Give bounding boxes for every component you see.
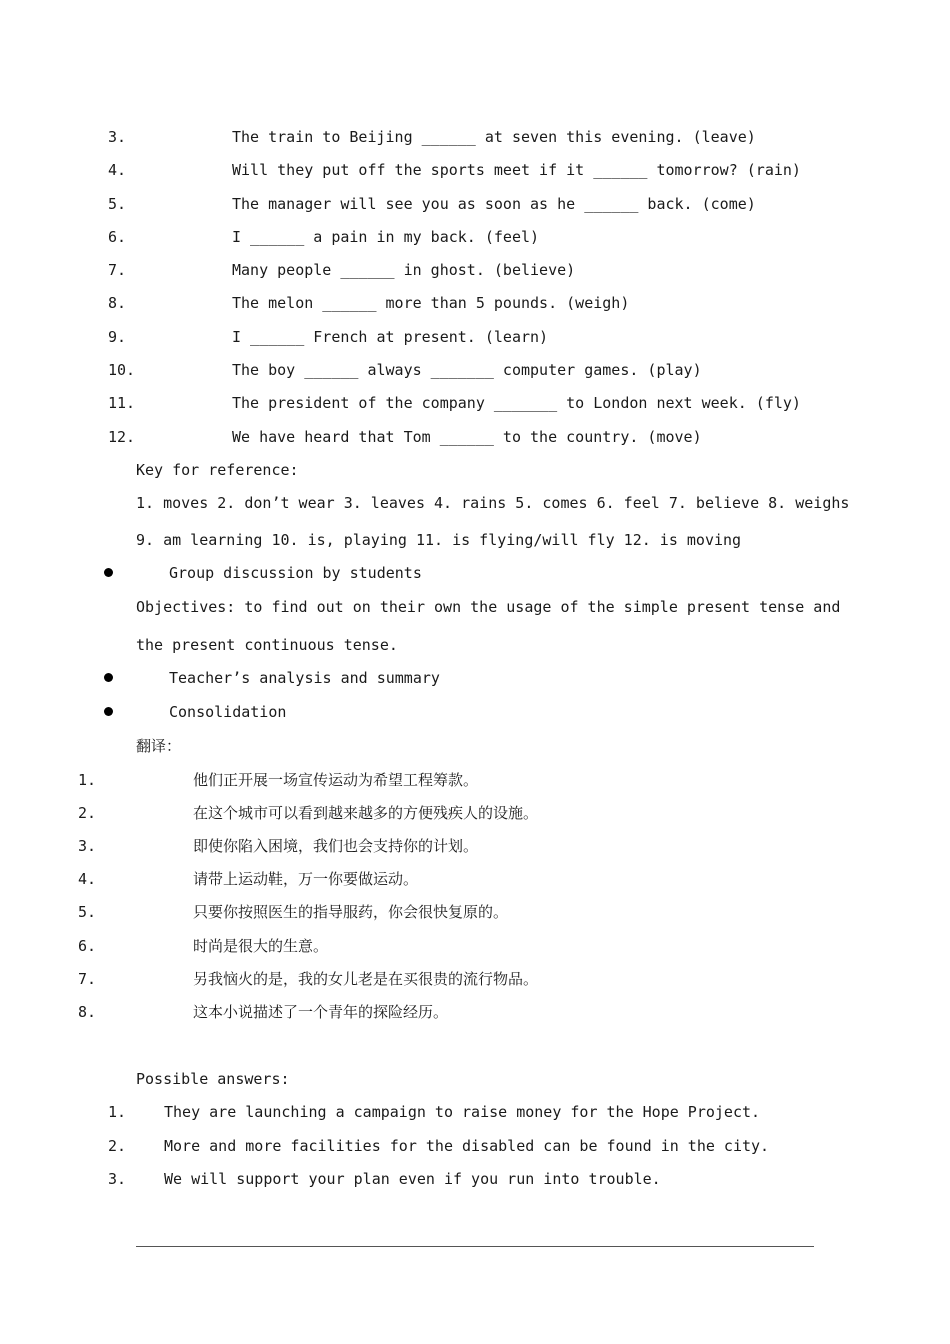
exercise-number: 10.: [108, 361, 136, 379]
exercise-text: The manager will see you as soon as he ______ back. (come): [232, 195, 756, 213]
exercise-number: 8.: [108, 294, 127, 312]
objectives-line-1: Objectives: to find out on their own the usage of the simple present tense and: [136, 598, 841, 616]
translation-text: 这本小说描述了一个青年的探险经历。: [193, 1003, 449, 1021]
answers-heading: Possible answers:: [136, 1070, 290, 1088]
exercise-text: I ______ a pain in my back. (feel): [232, 228, 540, 246]
exercise-text: The train to Beijing ______ at seven this evening. (leave): [232, 128, 756, 146]
answer-text: They are launching a campaign to raise money for the Hope Project.: [164, 1103, 761, 1121]
exercise-number: 5.: [108, 195, 127, 213]
answer-number: 2.: [108, 1137, 127, 1155]
translation-number: 7.: [78, 970, 97, 988]
exercise-text: The melon ______ more than 5 pounds. (weigh): [232, 294, 630, 312]
key-line-1: 1. moves 2. don’t wear 3. leaves 4. rains 5. comes 6. feel 7. believe 8. weighs: [136, 494, 850, 512]
translation-number: 6.: [78, 937, 97, 955]
exercise-number: 6.: [108, 228, 127, 246]
exercise-text: Many people ______ in ghost. (believe): [232, 261, 576, 279]
exercise-number: 3.: [108, 128, 127, 146]
key-heading: Key for reference:: [136, 461, 299, 479]
exercise-text: The president of the company _______ to London next week. (fly): [232, 394, 801, 412]
analysis-bullet-text: Teacher’s analysis and summary: [169, 669, 440, 687]
translation-heading: 翻译：: [136, 737, 182, 755]
translation-text: 请带上运动鞋，万一你要做运动。: [193, 870, 419, 888]
translation-number: 4.: [78, 870, 97, 888]
answer-text: More and more facilities for the disabled can be found in the city.: [164, 1137, 770, 1155]
key-line-2: 9. am learning 10. is, playing 11. is flying/will fly 12. is moving: [136, 531, 742, 549]
translation-text: 时尚是很大的生意。: [193, 937, 329, 955]
exercise-number: 9.: [108, 328, 127, 346]
consolidation-bullet-text: Consolidation: [169, 703, 287, 721]
exercise-number: 4.: [108, 161, 127, 179]
exercise-text: I ______ French at present. (learn): [232, 328, 549, 346]
translation-number: 5.: [78, 903, 97, 921]
translation-number: 1.: [78, 771, 97, 789]
translation-text: 另我恼火的是，我的女儿老是在买很贵的流行物品。: [193, 970, 539, 988]
exercise-number: 11.: [108, 394, 136, 412]
exercise-text: Will they put off the sports meet if it ______ tomorrow? (rain): [232, 161, 801, 179]
exercise-number: 12.: [108, 428, 136, 446]
objectives-line-2: the present continuous tense.: [136, 636, 398, 654]
translation-text: 只要你按照医生的指导服药，你会很快复原的。: [193, 903, 509, 921]
exercise-text: The boy ______ always _______ computer games. (play): [232, 361, 702, 379]
footer-rule: [136, 1246, 814, 1247]
translation-text: 在这个城市可以看到越来越多的方便残疾人的设施。: [193, 804, 539, 822]
translation-number: 2.: [78, 804, 97, 822]
answer-number: 1.: [108, 1103, 127, 1121]
discussion-bullet-text: Group discussion by students: [169, 564, 422, 582]
exercise-text: We have heard that Tom ______ to the country. (move): [232, 428, 702, 446]
answer-text: We will support your plan even if you run into trouble.: [164, 1170, 661, 1188]
translation-number: 3.: [78, 837, 97, 855]
translation-text: 他们正开展一场宣传运动为希望工程筹款。: [193, 771, 479, 789]
answer-number: 3.: [108, 1170, 127, 1188]
translation-number: 8.: [78, 1003, 97, 1021]
translation-text: 即使你陷入困境，我们也会支持你的计划。: [193, 837, 479, 855]
bullet-icon: [104, 673, 113, 682]
bullet-icon: [104, 707, 113, 716]
bullet-icon: [104, 568, 113, 577]
exercise-number: 7.: [108, 261, 127, 279]
